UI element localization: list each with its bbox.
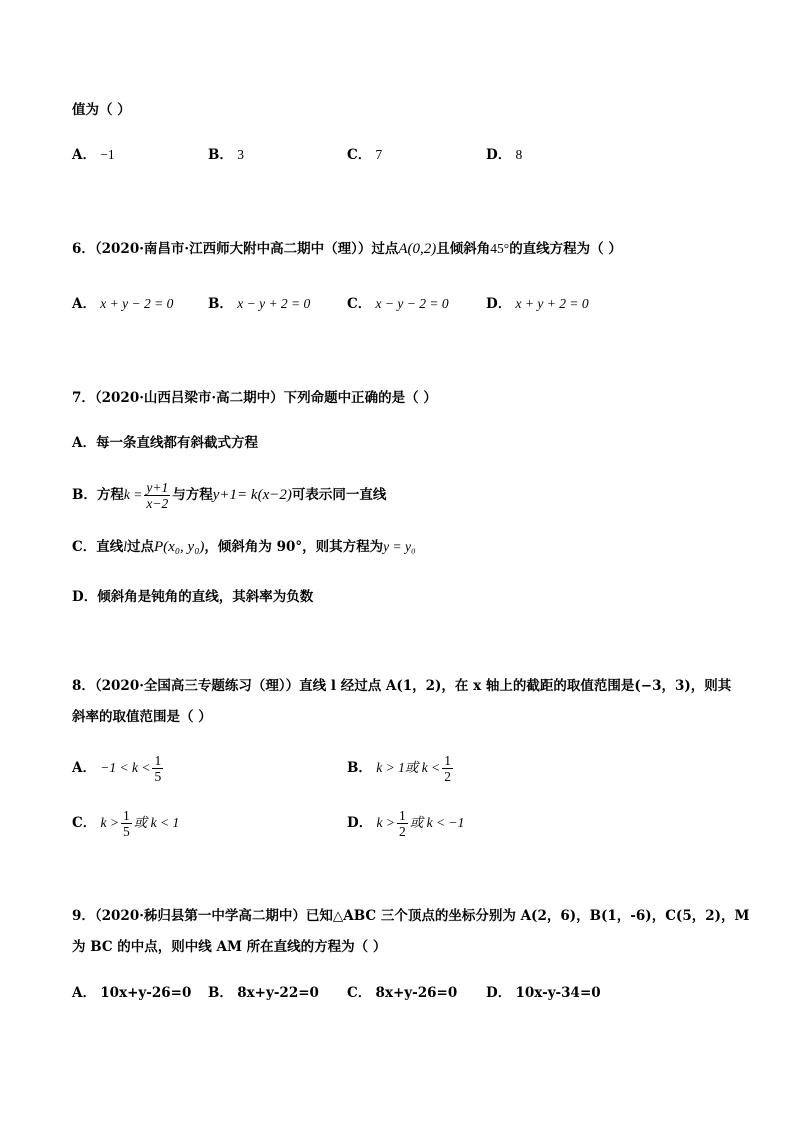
q6-option-b: B． x − y + 2 = 0 [208, 296, 311, 312]
q9-stem-line1: 9．（2020·秭归县第一中学高二期中）已知△ABC 三个顶点的坐标分别为 A(2，6)，B(1，-6)，C(5，2)，M [72, 908, 750, 924]
q5-option-a: A． −1 [72, 147, 115, 163]
q5-option-d: D． 8 [486, 147, 523, 163]
q9-option-c: C． 8x+y-26=0 [347, 985, 458, 1001]
q7-option-d: D．倾斜角是钝角的直线，其斜率为负数 [72, 589, 314, 605]
q7-b-fraction: $\frac{y+1}{x-2}$ [146, 480, 169, 511]
q6-option-d: D． x + y + 2 = 0 [486, 296, 589, 312]
q9-option-a: A． 10x+y-26=0 [72, 985, 192, 1001]
q8-option-c: C． k > $\frac{1}{5}$ 或 k < 1 [72, 808, 180, 839]
q6-option-c: C． x − y − 2 = 0 [347, 296, 449, 312]
q5-tail: 值为（ ） [72, 102, 131, 118]
q8-option-a: A． −1 < k < $\frac{1}{5}$ [72, 753, 162, 784]
q8-option-b: B． k > 1或 k < $\frac{1}{2}$ [347, 753, 451, 784]
q7-option-b: B．方程k = $\frac{y+1}{x-2}$ 与方程y+1= k(x−2)可表示同一直线 [72, 480, 387, 511]
q9-option-b: B． 8x+y-22=0 [208, 985, 319, 1001]
q8-option-d: D． k > $\frac{1}{2}$ 或 k < −1 [347, 808, 465, 839]
q9-stem-line2: 为 BC 的中点，则中线 AM 所在直线的方程为（ ） [72, 939, 387, 955]
q5-option-c: C． 7 [347, 147, 383, 163]
q7-option-c: C．直线l过点P(x₀, y₀)，倾斜角为 90°，则其方程为y = y₀ [72, 539, 416, 555]
q9-option-d: D． 10x-y-34=0 [486, 985, 601, 1001]
q5-option-b: B． 3 [208, 147, 244, 163]
q6-option-a: A． x + y − 2 = 0 [72, 296, 174, 312]
q7-stem: 7．（2020·山西吕梁市·高二期中）下列命题中正确的是（ ） [72, 390, 437, 406]
q6-stem: 6．（2020·南昌市·江西师大附中高二期中（理））过点A(0,2)且倾斜角45°的直线方程为（ ） [72, 241, 622, 257]
q7-option-a: A．每一条直线都有斜截式方程 [72, 435, 258, 451]
q8-stem-line2: 斜率的取值范围是（ ） [72, 709, 212, 725]
q8-stem-line1: 8．（2020·全国高三专题练习（理））直线 l 经过点 A(1，2)，在 x 轴上的截距的取值范围是(−3，3)，则其 [72, 678, 732, 694]
